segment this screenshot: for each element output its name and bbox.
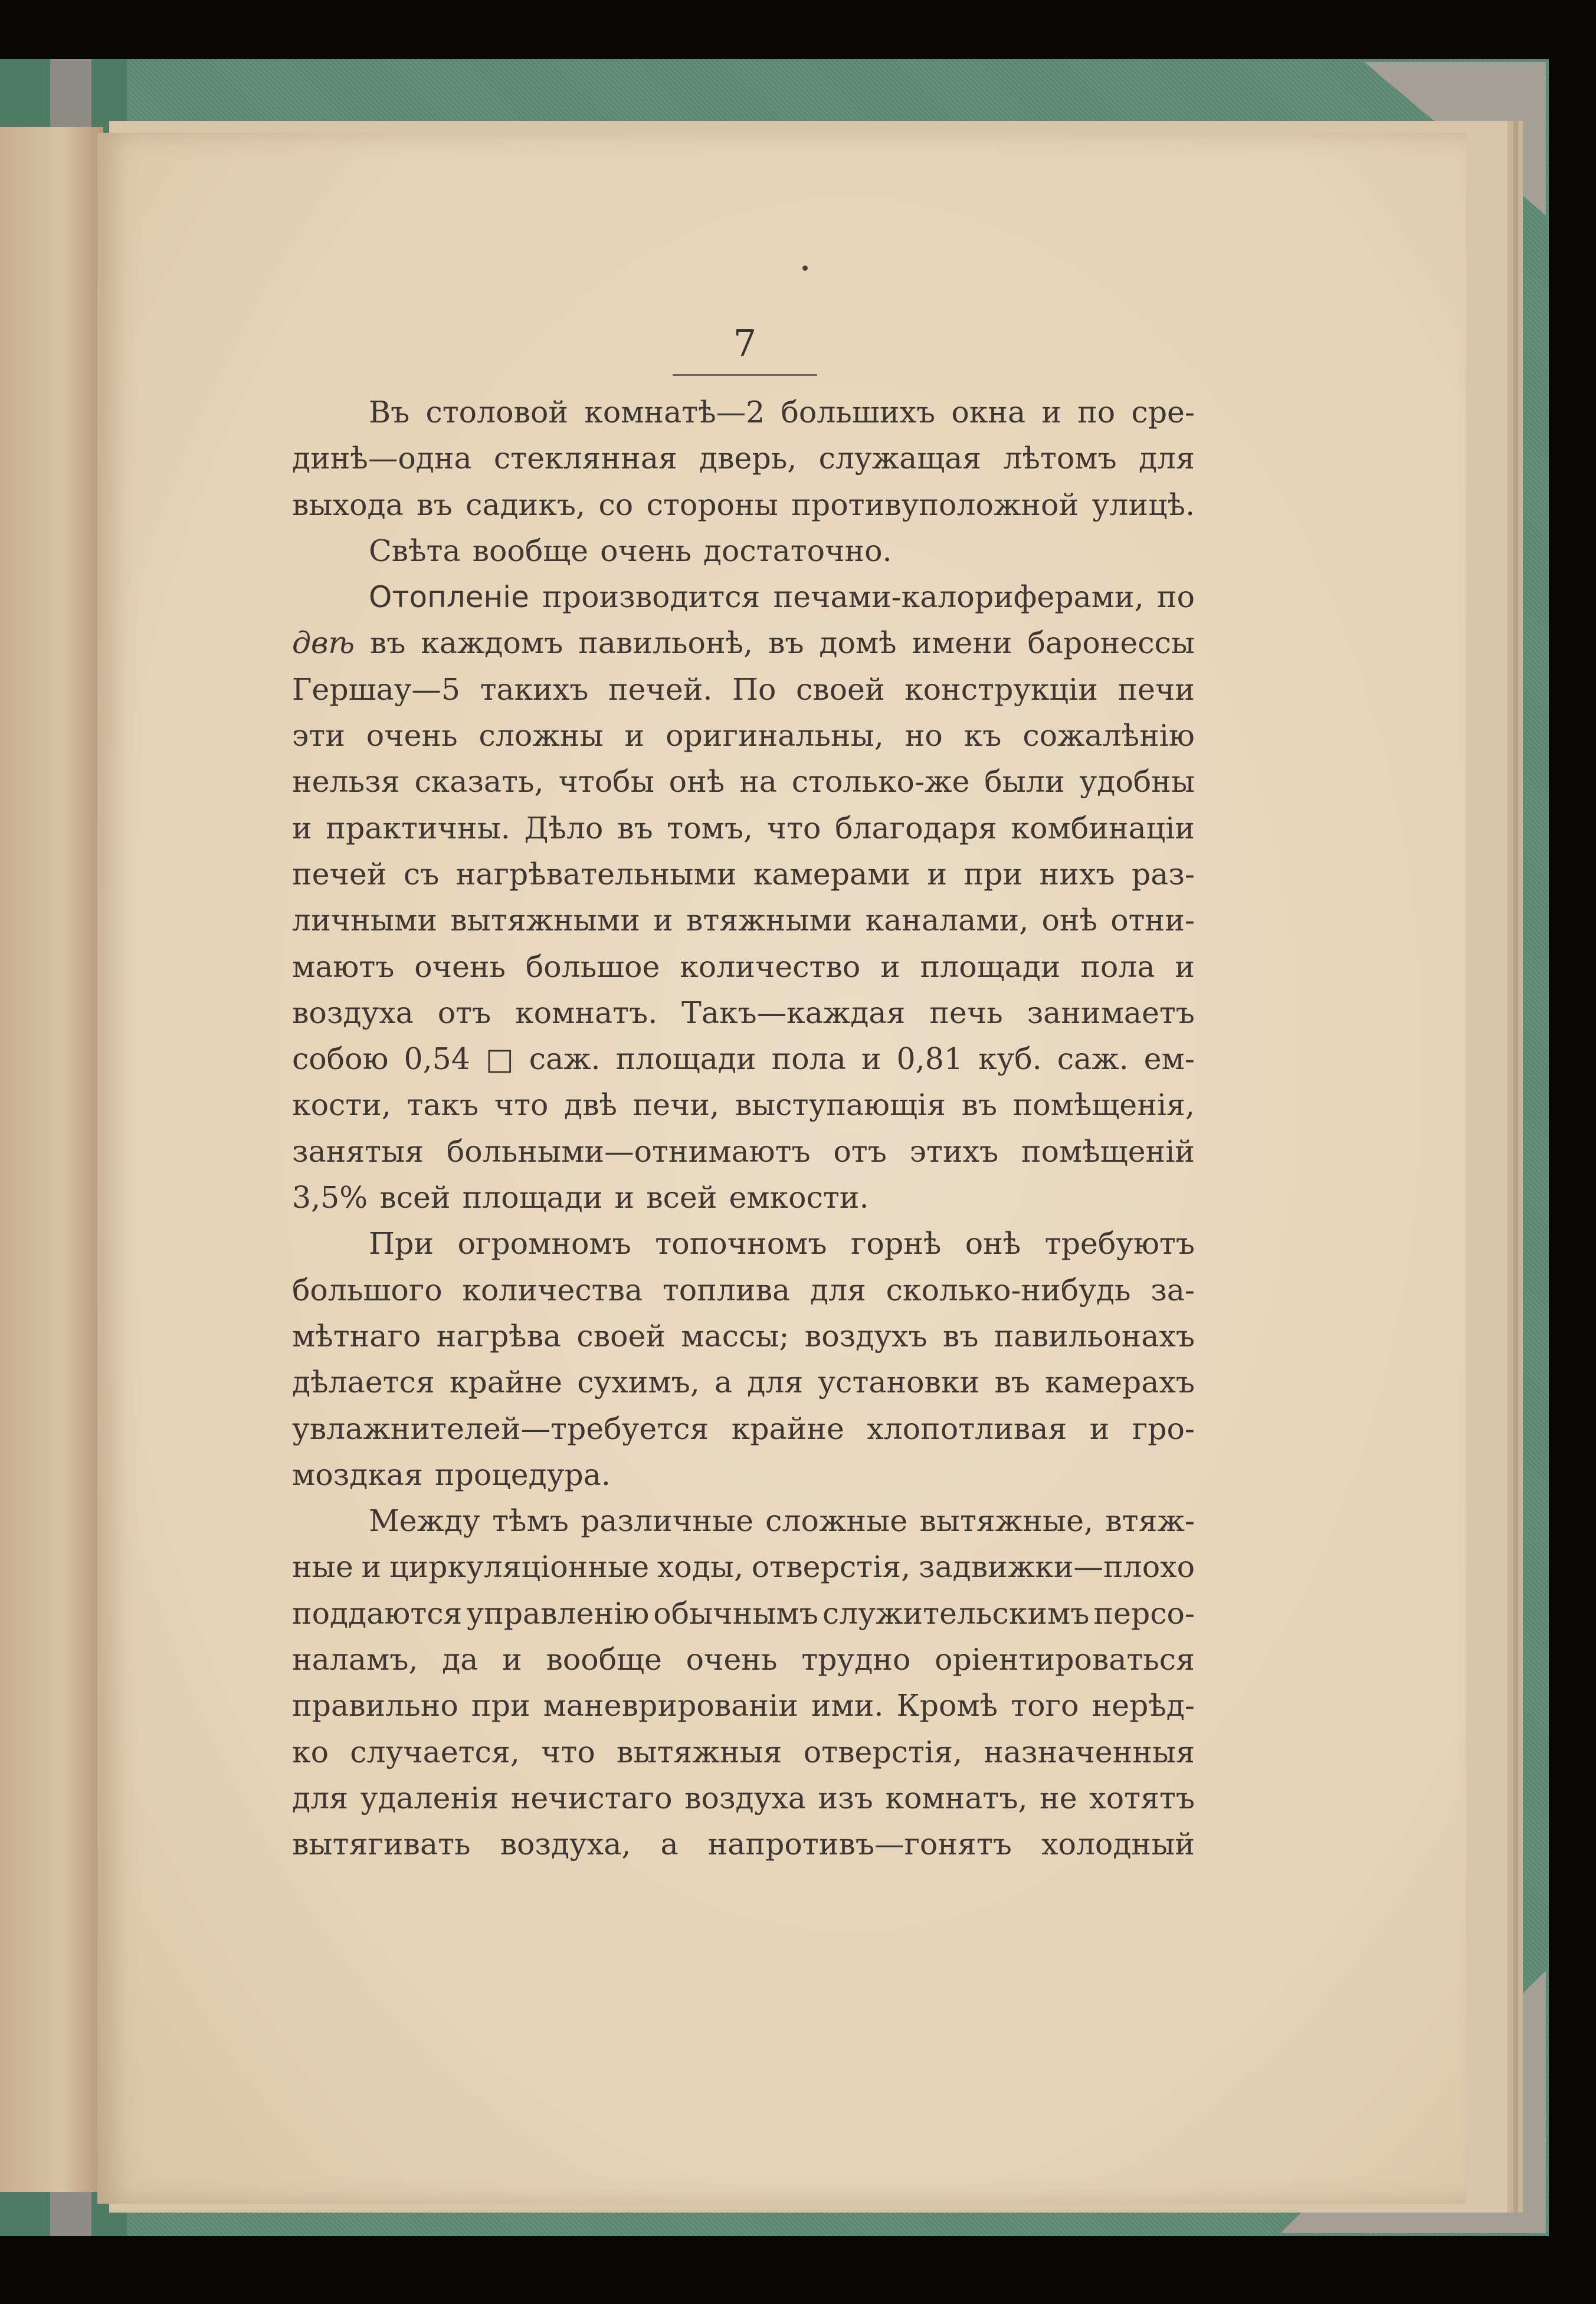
word: удобны — [1079, 764, 1195, 799]
word: и — [1175, 949, 1195, 984]
word: не — [1040, 1780, 1077, 1815]
text-line — [292, 1821, 1195, 1867]
word: Отопленіе — [369, 580, 529, 615]
word: камерахъ — [1045, 1365, 1195, 1400]
word: саж. — [529, 1041, 601, 1077]
text-line — [292, 1544, 1195, 1590]
text-line — [292, 667, 1195, 713]
word: окна — [951, 395, 1026, 430]
word: всей — [646, 1180, 717, 1215]
text-line — [292, 1729, 1195, 1775]
word: отверстія, — [803, 1734, 963, 1769]
word: сложны — [479, 718, 604, 753]
word: въ — [369, 625, 406, 661]
text-line — [292, 1591, 1195, 1637]
word: чтобы — [558, 764, 654, 799]
word: удаленія — [360, 1780, 499, 1815]
word: а — [660, 1827, 679, 1862]
text-line — [292, 389, 1195, 435]
word: комнатъ, — [885, 1780, 1028, 1815]
word: По — [732, 671, 776, 707]
text-line — [292, 528, 1195, 574]
word: такихъ — [480, 671, 589, 707]
word: и — [361, 1549, 382, 1585]
word: что — [541, 1734, 595, 1769]
word: топочномъ — [655, 1226, 827, 1261]
word: служительскимъ — [822, 1595, 1090, 1631]
word: комнатѣ—2 — [584, 395, 765, 430]
word: такъ — [407, 1087, 479, 1123]
word: воздуха — [684, 1780, 806, 1815]
word: онѣ — [668, 764, 725, 799]
word: оріентироваться — [935, 1642, 1195, 1677]
word: и — [927, 856, 948, 892]
word: огромномъ — [457, 1226, 631, 1261]
word: назначенныя — [984, 1734, 1195, 1769]
word: управленію — [466, 1595, 650, 1631]
word: дѣлается — [292, 1365, 435, 1400]
word: сколько-нибудь — [886, 1272, 1131, 1307]
word: очень — [366, 718, 458, 753]
word: столько-же — [791, 764, 970, 799]
word: Свѣта — [369, 533, 461, 568]
word: при — [964, 856, 1023, 892]
text-line — [292, 851, 1195, 897]
word: Дѣло — [524, 810, 604, 845]
word: 0,54 — [404, 1041, 470, 1077]
word: тѣмъ — [492, 1503, 569, 1539]
word: нагрѣва — [436, 1318, 562, 1353]
word: динѣ—одна — [292, 441, 472, 476]
word: выхода — [292, 487, 404, 522]
word: служащая — [818, 441, 982, 476]
word: требуютъ — [1044, 1226, 1195, 1261]
text-line — [292, 759, 1195, 805]
text-line — [292, 1683, 1195, 1729]
word: что — [766, 810, 821, 845]
word: втяжными — [686, 903, 853, 938]
word: конструкціи — [904, 671, 1098, 707]
text-line — [292, 1082, 1195, 1128]
text-line — [292, 1036, 1195, 1082]
word: нечистаго — [510, 1780, 673, 1815]
word: и — [614, 1180, 635, 1215]
word: нагрѣвательными — [455, 856, 737, 892]
word: за- — [1151, 1272, 1195, 1307]
text-line — [292, 805, 1195, 851]
word: процедура. — [434, 1457, 611, 1492]
word: нихъ — [1039, 856, 1115, 892]
word: и — [624, 718, 645, 753]
word: обычнымъ — [653, 1595, 818, 1631]
word: Въ — [369, 395, 410, 430]
word: топлива — [662, 1272, 791, 1307]
word: изъ — [818, 1780, 873, 1815]
word: своей — [576, 1318, 666, 1353]
word: столовой — [425, 395, 569, 430]
word: эти — [292, 718, 345, 753]
text-line — [292, 1221, 1195, 1267]
word: стороны — [646, 487, 778, 522]
word: ные — [292, 1549, 353, 1585]
word: выступающія — [735, 1087, 946, 1123]
text-line — [292, 1775, 1195, 1821]
word: печами-калориферами, — [773, 579, 1144, 615]
word: воздухъ — [804, 1318, 928, 1353]
word: занимаетъ — [1027, 995, 1195, 1030]
word: пола — [1080, 949, 1155, 984]
text-line — [292, 435, 1195, 481]
word: и — [1089, 1411, 1110, 1446]
word: вытяжными — [450, 903, 640, 938]
word: хотятъ — [1089, 1780, 1195, 1815]
word: имени — [912, 625, 1012, 661]
text-line — [292, 713, 1195, 759]
word: улицѣ. — [1092, 487, 1195, 522]
word: отъ — [833, 1133, 887, 1169]
word: своей — [795, 671, 885, 707]
word: трудно — [801, 1642, 911, 1677]
word: печей — [292, 856, 387, 892]
word: въ — [617, 810, 653, 845]
word: очень — [600, 533, 692, 568]
word: циркуляціонные — [389, 1549, 650, 1585]
word: онѣ — [1041, 903, 1097, 938]
word: помѣщенія, — [1012, 1087, 1195, 1123]
word: большихъ — [781, 395, 936, 430]
word: нерѣд- — [1092, 1688, 1195, 1723]
word: что — [494, 1087, 549, 1123]
word: вытягивать — [292, 1827, 471, 1862]
word: каналами, — [865, 903, 1029, 938]
word: установки — [818, 1365, 980, 1400]
word: □ — [485, 1041, 514, 1077]
word: 0,81 — [896, 1041, 963, 1077]
word: Между — [369, 1503, 480, 1539]
word: печи — [1117, 671, 1195, 707]
word: по — [1156, 579, 1195, 615]
word: на — [739, 764, 777, 799]
word: сожалѣнію — [1023, 718, 1195, 753]
word: нельзя — [292, 764, 400, 799]
word: практичны. — [326, 810, 510, 845]
word: большое — [525, 949, 660, 984]
word: сре- — [1131, 395, 1195, 430]
text-line — [292, 620, 1195, 666]
text-line — [292, 574, 1195, 620]
text-line — [292, 1637, 1195, 1683]
text-line — [292, 1175, 1195, 1221]
word: и — [861, 1041, 881, 1077]
ink-speck — [802, 266, 808, 271]
word: поддаются — [292, 1595, 463, 1631]
text-line — [292, 1452, 1195, 1498]
word: крайне — [449, 1365, 563, 1400]
text-line — [292, 1313, 1195, 1359]
word: печи, — [632, 1087, 720, 1123]
word: оригинальны, — [666, 718, 884, 753]
word: вообще — [546, 1642, 662, 1677]
word: персо- — [1093, 1595, 1195, 1631]
word: собою — [292, 1041, 389, 1077]
word: помѣщеній — [1021, 1133, 1195, 1169]
word: для — [747, 1365, 804, 1400]
text-line — [292, 1267, 1195, 1313]
word: хлопотливая — [867, 1411, 1067, 1446]
word: холодный — [1041, 1827, 1195, 1862]
word: площади — [462, 1180, 603, 1215]
word: печь — [929, 995, 1003, 1030]
word: того — [1011, 1688, 1079, 1723]
word: со — [598, 487, 634, 522]
word: больными—отнимаютъ — [446, 1133, 811, 1169]
word: противуположной — [791, 487, 1079, 522]
word: сухимъ, — [577, 1365, 700, 1400]
word: массы; — [681, 1318, 789, 1353]
text-line — [292, 1359, 1195, 1405]
word: дверь, — [699, 441, 797, 476]
word: онѣ — [965, 1226, 1021, 1261]
word: большого — [292, 1272, 443, 1307]
word: ими. — [811, 1688, 884, 1723]
word: къ — [964, 718, 1002, 753]
word: мѣтнаго — [292, 1318, 421, 1353]
word: маневрированіи — [543, 1688, 798, 1723]
word: наламъ, — [292, 1642, 418, 1677]
word: пола — [771, 1041, 846, 1077]
word: сложные — [765, 1503, 908, 1539]
word: павильонахъ — [994, 1318, 1195, 1353]
word: Гершау—5 — [292, 671, 461, 707]
word: по — [1077, 395, 1116, 430]
word: задвижки—плохо — [918, 1549, 1195, 1585]
word: площади — [615, 1041, 756, 1077]
word: а — [714, 1365, 733, 1400]
word: комбинаціи — [1011, 810, 1195, 845]
word: При — [369, 1226, 434, 1261]
word: воздуха — [292, 995, 414, 1030]
text-line — [292, 897, 1195, 943]
text-line — [292, 1129, 1195, 1175]
word: вытяжные, — [919, 1503, 1094, 1539]
word: количества — [462, 1272, 643, 1307]
word: были — [984, 764, 1065, 799]
word: баронессы — [1027, 625, 1195, 661]
page-number: 7 — [733, 322, 757, 365]
word: для — [810, 1272, 866, 1307]
word: въ — [942, 1318, 979, 1353]
word: отверстія, — [751, 1549, 911, 1585]
word: ко — [292, 1734, 329, 1769]
text-line — [292, 944, 1195, 990]
word: но — [904, 718, 943, 753]
word: площади — [920, 949, 1061, 984]
left-page-edge — [0, 127, 103, 2192]
word: увлажнителей—требуется — [292, 1411, 709, 1446]
word: павильонѣ, — [578, 625, 753, 661]
word: количество — [680, 949, 861, 984]
word: различные — [581, 1503, 753, 1539]
word: двѣ — [292, 625, 355, 661]
word: въ — [417, 487, 453, 522]
word: благодаря — [835, 810, 997, 845]
word: съ — [403, 856, 440, 892]
word: занятыя — [292, 1133, 424, 1169]
word: домѣ — [819, 625, 897, 661]
word: крайне — [731, 1411, 844, 1446]
body-text — [292, 389, 1195, 1868]
word: куб. — [978, 1041, 1042, 1077]
word: вообще — [472, 533, 589, 568]
word: раз- — [1131, 856, 1195, 892]
word: горнѣ — [850, 1226, 942, 1261]
word: и — [502, 1642, 522, 1677]
word: отъ — [437, 995, 491, 1030]
word: кости, — [292, 1087, 391, 1123]
word: 3,5% — [292, 1180, 368, 1215]
word: производится — [542, 579, 761, 615]
word: для — [292, 1780, 349, 1815]
word: томъ, — [667, 810, 753, 845]
word: въ — [994, 1365, 1030, 1400]
word: при — [471, 1688, 530, 1723]
word: ходы, — [657, 1549, 744, 1585]
text-line — [292, 990, 1195, 1036]
word: стеклянная — [493, 441, 677, 476]
word: маютъ — [292, 949, 395, 984]
word: въ — [768, 625, 804, 661]
word: двѣ — [563, 1087, 617, 1123]
word: Такъ—каждая — [681, 995, 906, 1030]
word: моздкая — [292, 1457, 423, 1492]
word: случается, — [350, 1734, 520, 1769]
word: емкости. — [729, 1180, 869, 1215]
word: ем- — [1143, 1041, 1195, 1077]
word: напротивъ—гонятъ — [707, 1827, 1012, 1862]
word: вытяжныя — [616, 1734, 782, 1769]
word: всей — [379, 1180, 451, 1215]
word: и — [880, 949, 900, 984]
word: сказать, — [414, 764, 544, 799]
word: въ — [961, 1087, 998, 1123]
word: комнатъ. — [515, 995, 658, 1030]
word: отни- — [1110, 903, 1195, 938]
word: втяж- — [1105, 1503, 1195, 1539]
word: очень — [414, 949, 506, 984]
text-line — [292, 1406, 1195, 1452]
word: да — [442, 1642, 479, 1677]
word: и — [653, 903, 673, 938]
word: камерами — [753, 856, 911, 892]
text-line — [292, 1498, 1195, 1544]
word: для — [1138, 441, 1195, 476]
word: воздуха, — [500, 1827, 631, 1862]
word: садикъ, — [466, 487, 586, 522]
word: Кромѣ — [896, 1688, 998, 1723]
word: личными — [292, 903, 437, 938]
word: и — [292, 810, 312, 845]
page-number-rule — [673, 374, 817, 376]
word: достаточно. — [703, 533, 892, 568]
word: лѣтомъ — [1003, 441, 1117, 476]
word: очень — [686, 1642, 778, 1677]
text-line — [292, 482, 1195, 528]
word: гро- — [1132, 1411, 1195, 1446]
word: и — [1041, 395, 1061, 430]
word: печей. — [608, 671, 713, 707]
word: этихъ — [909, 1133, 999, 1169]
word: каждомъ — [421, 625, 563, 661]
word: саж. — [1057, 1041, 1129, 1077]
word: правильно — [292, 1688, 458, 1723]
